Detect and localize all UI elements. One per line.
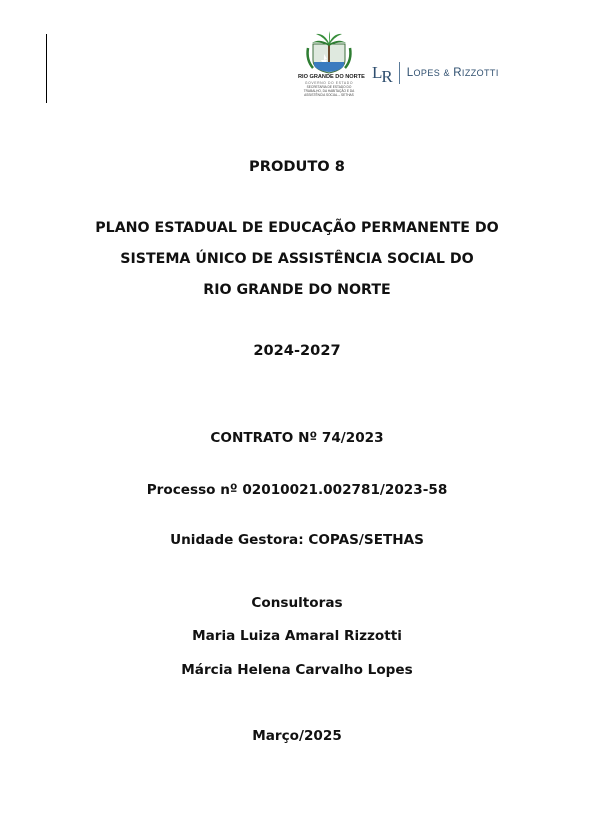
product-heading: PRODUTO 8 [249, 158, 345, 175]
gov-logo-dept-line: SECRETARIA DE ESTADO DO [306, 85, 352, 89]
lr-divider [399, 62, 400, 84]
coat-of-arms-icon [304, 30, 354, 74]
document-title-line: SISTEMA ÚNICO DE ASSISTÊNCIA SOCIAL DO [120, 251, 474, 267]
gov-logo-subtitle: GOVERNO DO ESTADO [304, 81, 354, 85]
document-title-line: PLANO ESTADUAL DE EDUCAÇÃO PERMANENTE DO [95, 220, 499, 236]
document-date: Março/2025 [252, 728, 342, 744]
gov-logo-dept-line: ASSISTÊNCIA SOCIAL – SETHAS [304, 93, 354, 97]
contract-number: CONTRATO Nº 74/2023 [210, 430, 384, 446]
lr-name-initial: L [406, 67, 414, 79]
lr-monogram-r: R [381, 67, 392, 86]
lr-name-initial: R [453, 67, 462, 79]
document-title-line: RIO GRANDE DO NORTE [203, 282, 391, 298]
gov-logo-dept-line: TRABALHO, DA HABITAÇÃO E DA [303, 89, 355, 93]
consultants-label: Consultoras [251, 595, 343, 611]
lr-company-name [407, 67, 499, 79]
process-number: Processo nº 02010021.002781/2023-58 [146, 482, 448, 498]
lr-name-rest: IZZOTTI [461, 68, 499, 78]
lopes-rizzotti-logo [372, 60, 499, 86]
margin-rule [46, 34, 47, 103]
gov-logo-name: RIO GRANDE DO NORTE [298, 74, 365, 80]
consultant-name: Márcia Helena Carvalho Lopes [181, 662, 413, 678]
plan-period: 2024-2027 [253, 342, 341, 359]
lr-monogram-l: L [372, 63, 382, 82]
lr-name-amp: & [443, 68, 450, 78]
consultant-name: Maria Luiza Amaral Rizzotti [192, 628, 402, 644]
government-logo [298, 30, 365, 104]
lr-monogram [372, 63, 392, 86]
lr-name-rest: OPES [413, 68, 441, 78]
managing-unit: Unidade Gestora: COPAS/SETHAS [170, 532, 424, 548]
